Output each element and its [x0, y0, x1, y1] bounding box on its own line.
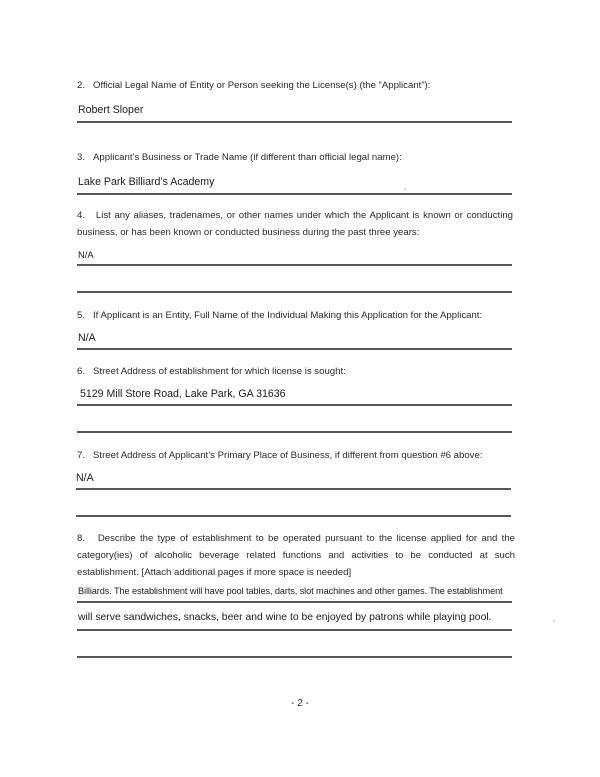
- scan-speck: [404, 188, 406, 190]
- question-3-label: [77, 149, 513, 166]
- answer-line: [77, 656, 512, 658]
- establishment-address-answer: 5129 Mill Store Road, Lake Park, GA 31636: [80, 388, 286, 400]
- question-number: 3.: [77, 152, 86, 163]
- question-number: 4.: [77, 210, 86, 221]
- question-number: 5.: [77, 310, 86, 321]
- answer-line: [77, 348, 512, 350]
- trade-name-answer: Lake Park Billiard’s Academy: [78, 176, 215, 188]
- aliases-answer: N/A: [78, 249, 94, 260]
- question-number: 6.: [77, 366, 86, 377]
- answer-line: [77, 404, 512, 406]
- answer-line: [77, 291, 512, 293]
- answer-line: [77, 629, 512, 631]
- answer-line: [76, 515, 511, 517]
- answer-line: [77, 431, 512, 433]
- question-text: Street Address of Applicant’s Primary Place of Business, if different from question #6 above:: [93, 450, 483, 461]
- question-6-label: [77, 363, 513, 380]
- question-number: 8.: [77, 533, 86, 544]
- individual-name-answer: N/A: [78, 332, 96, 344]
- question-number: 7.: [77, 450, 86, 461]
- question-text: List any aliases, tradenames, or other names under which the Applicant is known or conducting business, or has been known or conducted business during the past three years:: [77, 210, 513, 238]
- establishment-description-line-2: will serve sandwiches, snacks, beer and wine to be enjoyed by patrons while playing pool.: [78, 612, 492, 623]
- question-2-label: [77, 77, 513, 94]
- primary-business-address-answer: N/A: [76, 472, 94, 484]
- question-7-label: [77, 447, 513, 464]
- answer-line: [77, 121, 512, 123]
- applicant-legal-name-answer: Robert Sloper: [78, 104, 144, 116]
- establishment-description-line-1: Billiards. The establishment will have pool tables, darts, slot machines and other games. The establishment: [78, 586, 503, 596]
- question-5-label: [77, 307, 513, 324]
- page-number: - 2 -: [291, 698, 309, 709]
- question-text: Official Legal Name of Entity or Person seeking the License(s) (the “Applicant”):: [93, 80, 431, 91]
- question-text: Street Address of establishment for which license is sought:: [93, 366, 346, 377]
- question-text: If Applicant is an Entity, Full Name of the Individual Making this Application for the Applicant:: [93, 310, 483, 321]
- scan-speck: [553, 620, 555, 622]
- answer-line: [77, 264, 512, 266]
- answer-line: [76, 488, 511, 490]
- answer-line: [77, 193, 512, 195]
- question-text: Describe the type of establishment to be operated pursuant to the license applied for and the category(ies) of alcoholic beverage related functions and activities to be conducted at such establishment. [Attach additional pages if more space is needed]: [77, 533, 515, 578]
- question-8-label: [77, 530, 515, 581]
- answer-line: [77, 601, 512, 603]
- question-4-label: [77, 207, 513, 241]
- question-text: Applicant’s Business or Trade Name (if different than official legal name):: [93, 152, 402, 163]
- question-number: 2.: [77, 80, 86, 91]
